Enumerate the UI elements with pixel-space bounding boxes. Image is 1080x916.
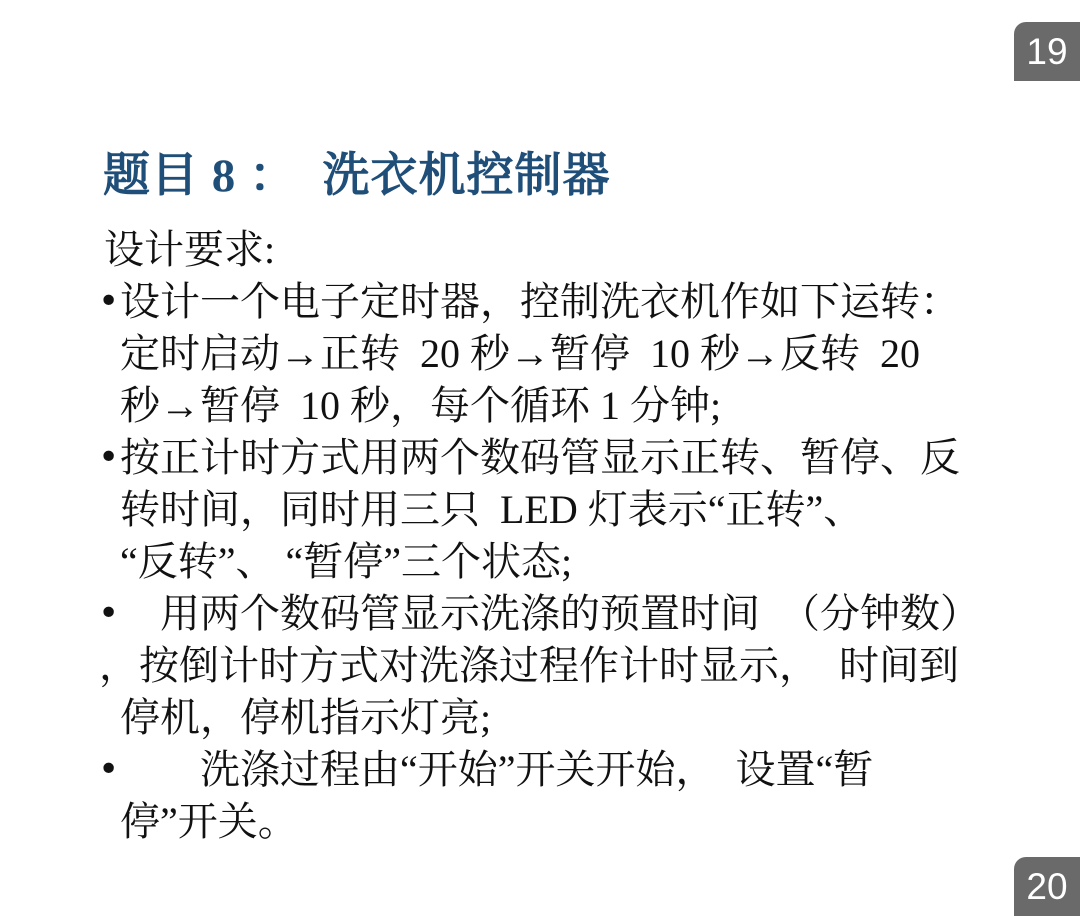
bullet-line: 秒→暂停 10 秒，每个循环 1 分钟; — [120, 383, 722, 428]
bullet-dot-icon: • — [98, 437, 120, 478]
bullet-line: 停”开关。 — [120, 799, 298, 844]
bullet-dot-icon: • — [98, 281, 120, 322]
bullet-line: 洗涤过程由“开始”开关开始， 设置“暂 — [120, 747, 874, 792]
bullet-line: “反转”、 “暂停”三个状态; — [120, 539, 573, 584]
bullet-line: 设计一个电子定时器，控制洗衣机作如下运转： — [120, 279, 960, 324]
bullet-line: 定时启动→正转 20 秒→暂停 10 秒→反转 20 — [120, 331, 920, 376]
bullet-text — [120, 744, 980, 848]
bullet-line: 转时间，同时用三只 LED 灯表示“正转”、 — [120, 487, 864, 532]
bullet-line: ，按倒计时方式对洗涤过程作计时显示， 时间到 — [99, 643, 959, 688]
page-number-bottom-badge: 20 — [1014, 857, 1080, 916]
bullet-dot-icon: • — [98, 593, 120, 634]
bullet-line: 停机，停机指示灯亮; — [120, 695, 492, 740]
bullet-item-display-count-up — [98, 432, 980, 588]
design-requirements-label: 设计要求: — [104, 227, 276, 272]
page-number-top-badge: 19 — [1014, 22, 1080, 81]
bullet-text — [120, 276, 980, 432]
bullet-item-start-pause-switch — [98, 744, 980, 848]
slide-body — [98, 224, 980, 848]
bullet-line: 按正计时方式用两个数码管显示正转、暂停、反 — [120, 435, 960, 480]
bullet-item-preset-time — [98, 588, 980, 744]
bullet-item-timer — [98, 276, 980, 432]
bullet-text — [99, 588, 980, 744]
bullet-line: 用两个数码管显示洗涤的预置时间 （分钟数） — [120, 591, 980, 636]
slide-title: 题目 8 ： 洗衣机控制器 — [103, 150, 611, 202]
bullet-text — [120, 432, 980, 588]
bullet-dot-icon: • — [98, 749, 120, 790]
